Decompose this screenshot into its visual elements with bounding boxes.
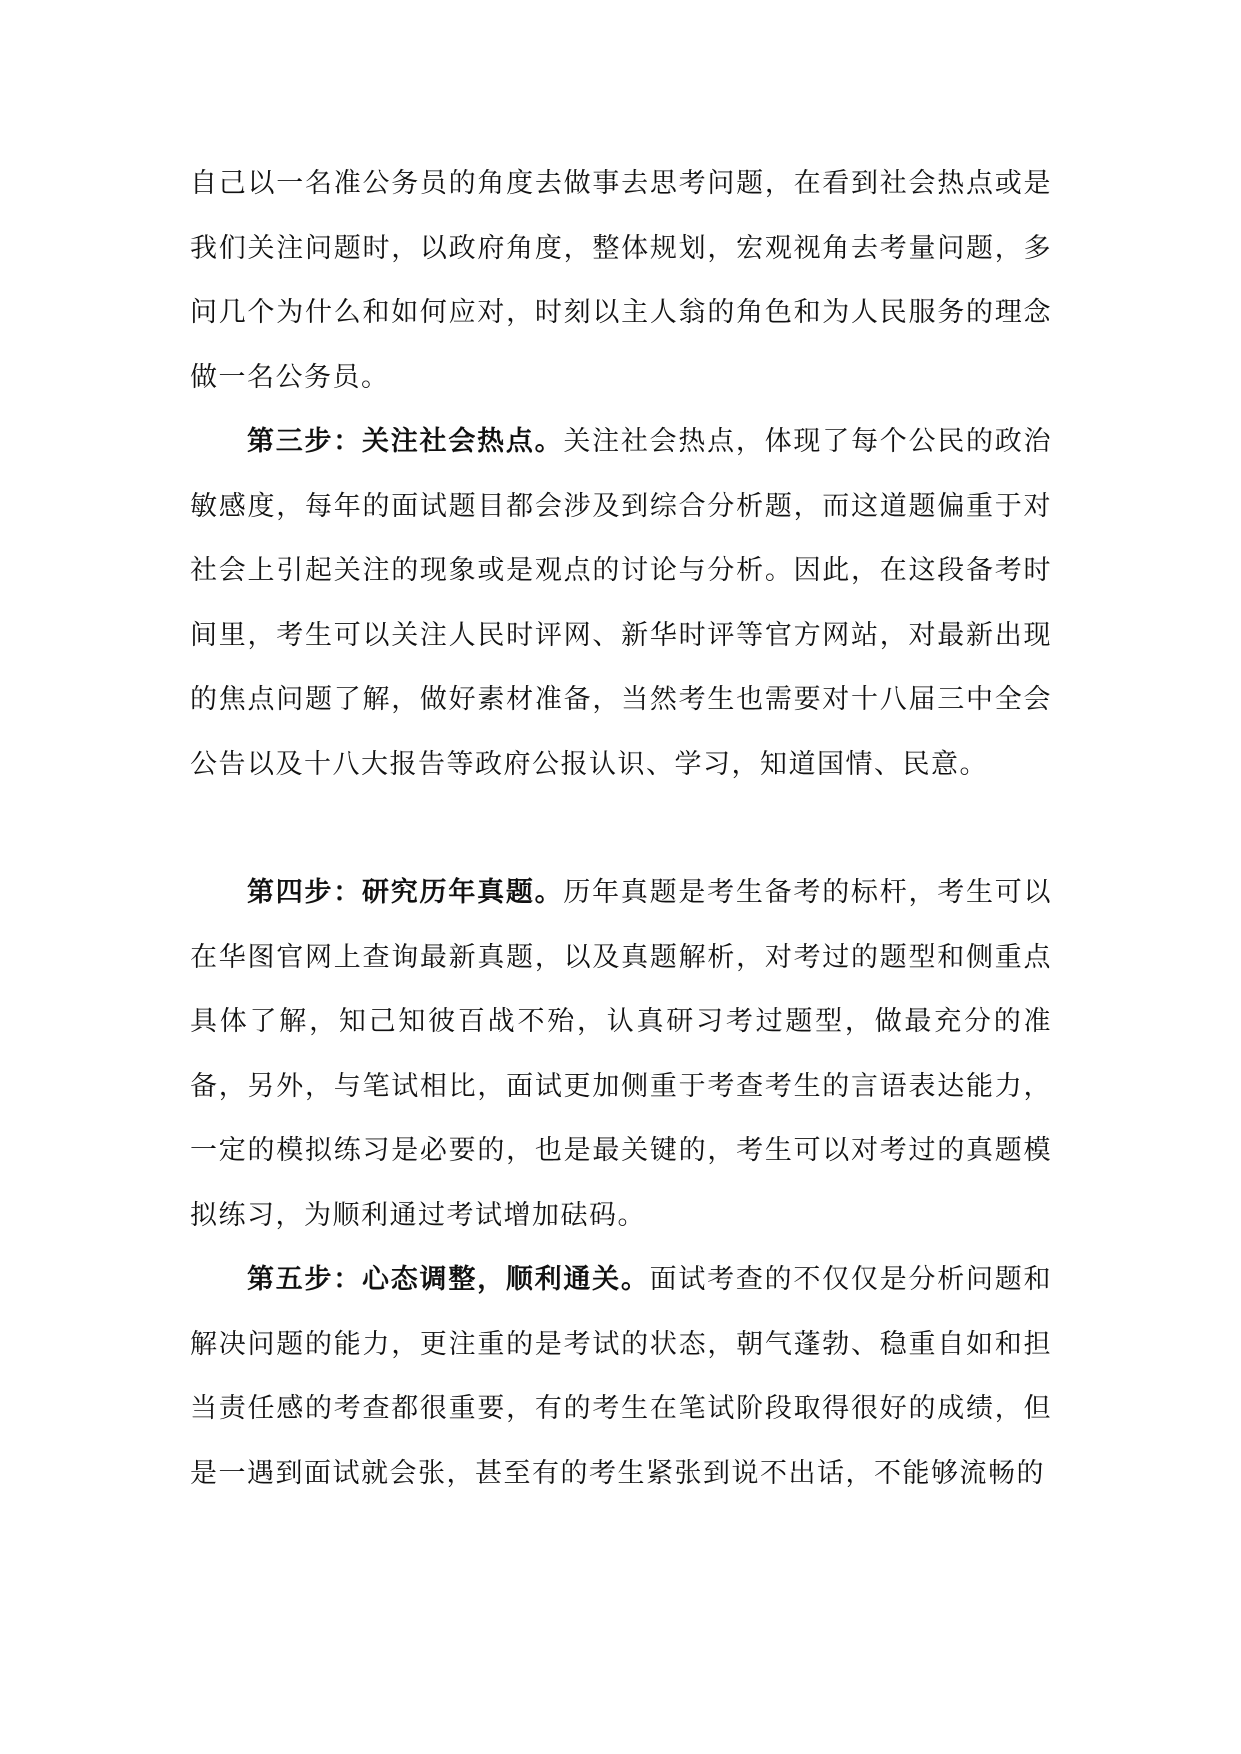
paragraph-step-4 [190, 861, 1052, 1248]
paragraph-step-3 [190, 410, 1052, 797]
step-heading: 第五步：心态调整，顺利通关。 [247, 1264, 650, 1295]
paragraph-text: 历年真题是考生备考的标杆，考生可以在华图官网上查询最新真题，以及真题解析，对考过的题型和侧重点具体了解，知己知彼百战不殆，认真研习考过题型，做最充分的准备，另外，与笔试相比，面试更加侧重于考查考生的言语表达能力，一定的模拟练习是必要的，也是最关键的，考生可以对考过的真题模拟练习，为顺利通过考试增加砝码。 [190, 877, 1053, 1231]
paragraph-continuation [190, 152, 1052, 410]
paragraph-text: 关注社会热点，体现了每个公民的政治敏感度，每年的面试题目都会涉及到综合分析题，而这道题偏重于对社会上引起关注的现象或是观点的讨论与分析。因此，在这段备考时间里，考生可以关注人民时评网、新华时评等官方网站，对最新出现的焦点问题了解，做好素材准备，当然考生也需要对十八届三中全会公告以及十八大报告等政府公报认识、学习，知道国情、民意。 [190, 426, 1053, 780]
paragraph-step-5 [190, 1248, 1052, 1506]
document-page [190, 152, 1052, 1506]
paragraph-text: 面试考查的不仅仅是分析问题和解决问题的能力，更注重的是考试的状态，朝气蓬勃、稳重自如和担当责任感的考查都很重要，有的考生在笔试阶段取得很好的成绩，但是一遇到面试就会张，甚至有的考生紧张到说不出话，不能够流畅的 [190, 1264, 1053, 1489]
step-heading: 第四步：研究历年真题。 [247, 877, 564, 908]
step-heading: 第三步：关注社会热点。 [247, 426, 564, 457]
paragraph-spacer [190, 797, 1052, 861]
paragraph-text: 自己以一名准公务员的角度去做事去思考问题，在看到社会热点或是我们关注问题时，以政府角度，整体规划，宏观视角去考量问题，多问几个为什么和如何应对，时刻以主人翁的角色和为人民服务的理念做一名公务员。 [190, 168, 1052, 393]
